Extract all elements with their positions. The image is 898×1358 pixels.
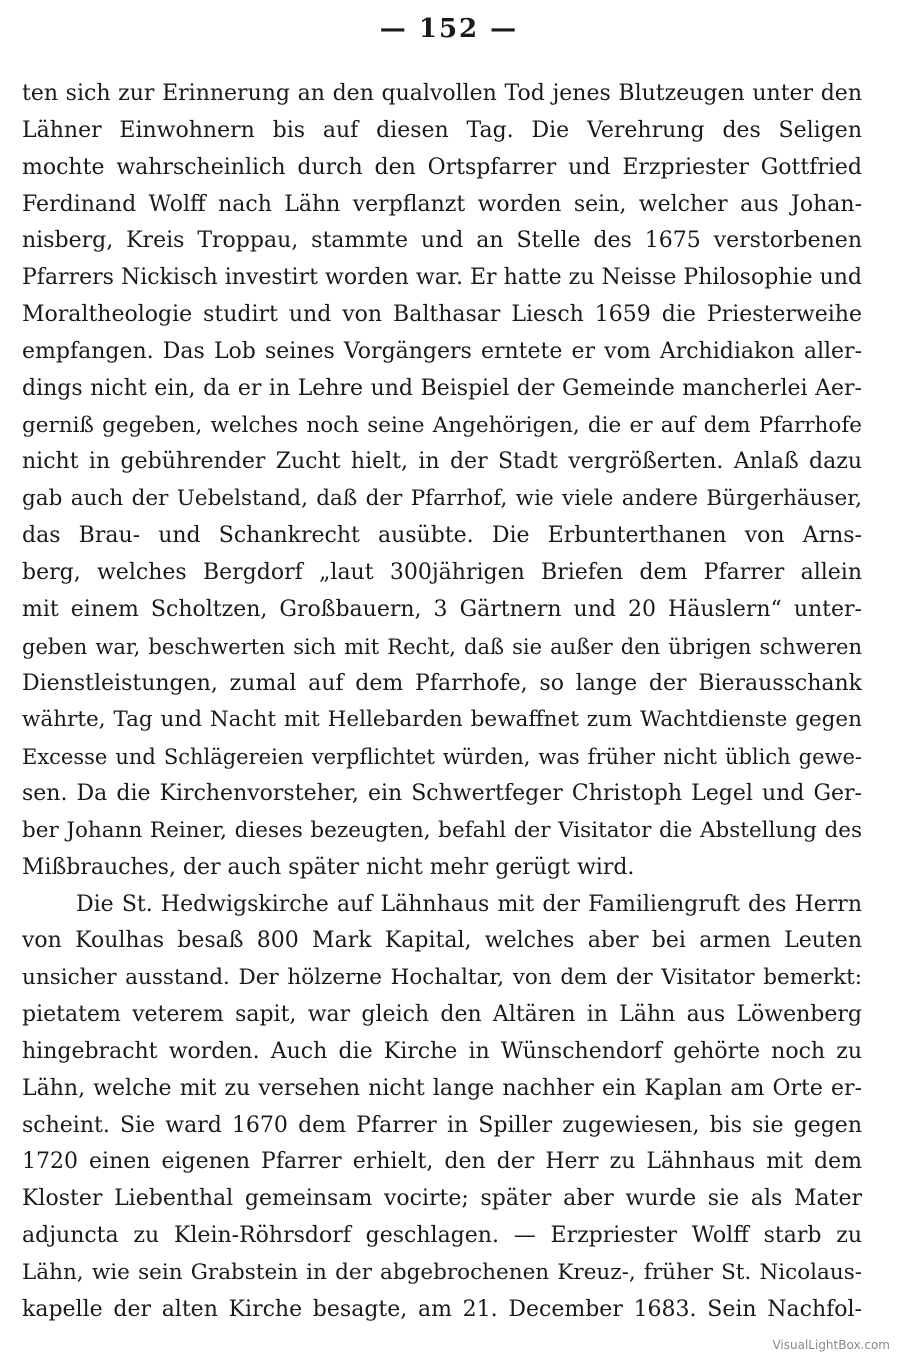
text-line: ten sich zur Erinnerung an den qualvollen Tod jenes Blutzeugen unter den xyxy=(22,81,862,106)
text-line: Moraltheologie studirt und von Balthasar Liesch 1659 die Priesterweihe xyxy=(22,302,862,328)
text-line: gab auch der Uebelstand, daß der Pfarrhof, wie viele andere Bürgerhäuser, xyxy=(22,486,862,512)
text-line: Excesse und Schlägereien verpflichtet würden, was früher nicht üblich gewe- xyxy=(22,745,862,770)
text-line: empfangen. Das Lob seines Vorgängers erntete er vom Archidiakon aller- xyxy=(22,338,862,364)
text-line: mochte wahrscheinlich durch den Ortspfarrer und Erzpriester Gottfried xyxy=(22,154,862,180)
text-line: Pfarrers Nickisch investirt worden war. Er hatte zu Neisse Philosophie und xyxy=(22,265,862,291)
text-line: währte, Tag und Nacht mit Hellebarden bewaffnet zum Wachtdienste gegen xyxy=(22,707,862,733)
text-line: nicht in gebührender Zucht hielt, in der Stadt vergrößerten. Anlaß dazu xyxy=(22,449,862,475)
text-line: unsicher ausstand. Der hölzerne Hochaltar, von dem der Visitator bemerkt: xyxy=(22,965,862,991)
text-line: pietatem veterem sapit, war gleich den Altären in Lähn aus Löwenberg xyxy=(22,1002,862,1028)
text-line: Ferdinand Wolff nach Lähn verpflanzt worden sein, welcher aus Johan- xyxy=(22,191,862,217)
text-line: scheint. Sie ward 1670 dem Pfarrer in Spiller zugewiesen, bis sie gegen xyxy=(22,1112,862,1138)
text-line: sen. Da die Kirchenvorsteher, ein Schwertfeger Christoph Legel und Ger- xyxy=(22,781,862,807)
text-line: kapelle der alten Kirche besagte, am 21. December 1683. Sein Nachfol- xyxy=(22,1296,862,1322)
text-line: von Koulhas besaß 800 Mark Kapital, welches aber bei armen Leuten xyxy=(22,928,862,954)
text-line: adjuncta zu Klein-Röhrsdorf geschlagen. — Erzpriester Wolff starb zu xyxy=(22,1223,862,1249)
body-text xyxy=(22,76,862,1329)
page-number-header: — 152 — xyxy=(379,14,519,44)
text-line: dings nicht ein, da er in Lehre und Beispiel der Gemeinde mancherlei Aer- xyxy=(22,375,862,401)
text-line: 1720 einen eigenen Pfarrer erhielt, den der Herr zu Lähnhaus mit dem xyxy=(22,1149,862,1175)
text-line: gerniß gegeben, welches noch seine Angehörigen, die er auf dem Pfarrhofe xyxy=(22,412,862,438)
text-line: Mißbrauches, der auch später nicht mehr gerügt wird. xyxy=(22,854,635,880)
text-line: berg, welches Bergdorf „laut 300jährigen Briefen dem Pfarrer allein xyxy=(22,559,862,585)
text-line: Dienstleistungen, zumal auf dem Pfarrhofe, so lange der Bierausschank xyxy=(22,670,862,696)
text-line: das Brau- und Schankrecht ausübte. Die Erbunterthanen von Arns- xyxy=(22,523,862,549)
text-line: mit einem Scholtzen, Großbauern, 3 Gärtnern und 20 Häuslern“ unter- xyxy=(22,596,862,622)
text-line: hingebracht worden. Auch die Kirche in Wünschendorf gehörte noch zu xyxy=(22,1038,862,1064)
watermark-text: VisualLightBox.com xyxy=(772,1338,890,1352)
text-line: Die St. Hedwigskirche auf Lähnhaus mit der Familiengruft des Herrn xyxy=(76,891,862,917)
text-line: Lähn, welche mit zu versehen nicht lange nachher ein Kaplan am Orte er- xyxy=(22,1075,862,1101)
text-line: geben war, beschwerten sich mit Recht, daß sie außer den übrigen schweren xyxy=(22,634,862,659)
text-line: Lähn, wie sein Grabstein in der abgebrochenen Kreuz-, früher St. Nicolaus- xyxy=(22,1260,862,1285)
text-line: ber Johann Reiner, dieses bezeugten, befahl der Visitator die Abstellung des xyxy=(22,817,862,843)
text-line: Kloster Liebenthal gemeinsam vocirte; später aber wurde sie als Mater xyxy=(22,1186,862,1212)
text-line: nisberg, Kreis Troppau, stammte und an Stelle des 1675 verstorbenen xyxy=(22,228,862,254)
text-line: Lähner Einwohnern bis auf diesen Tag. Die Verehrung des Seligen xyxy=(22,117,862,143)
